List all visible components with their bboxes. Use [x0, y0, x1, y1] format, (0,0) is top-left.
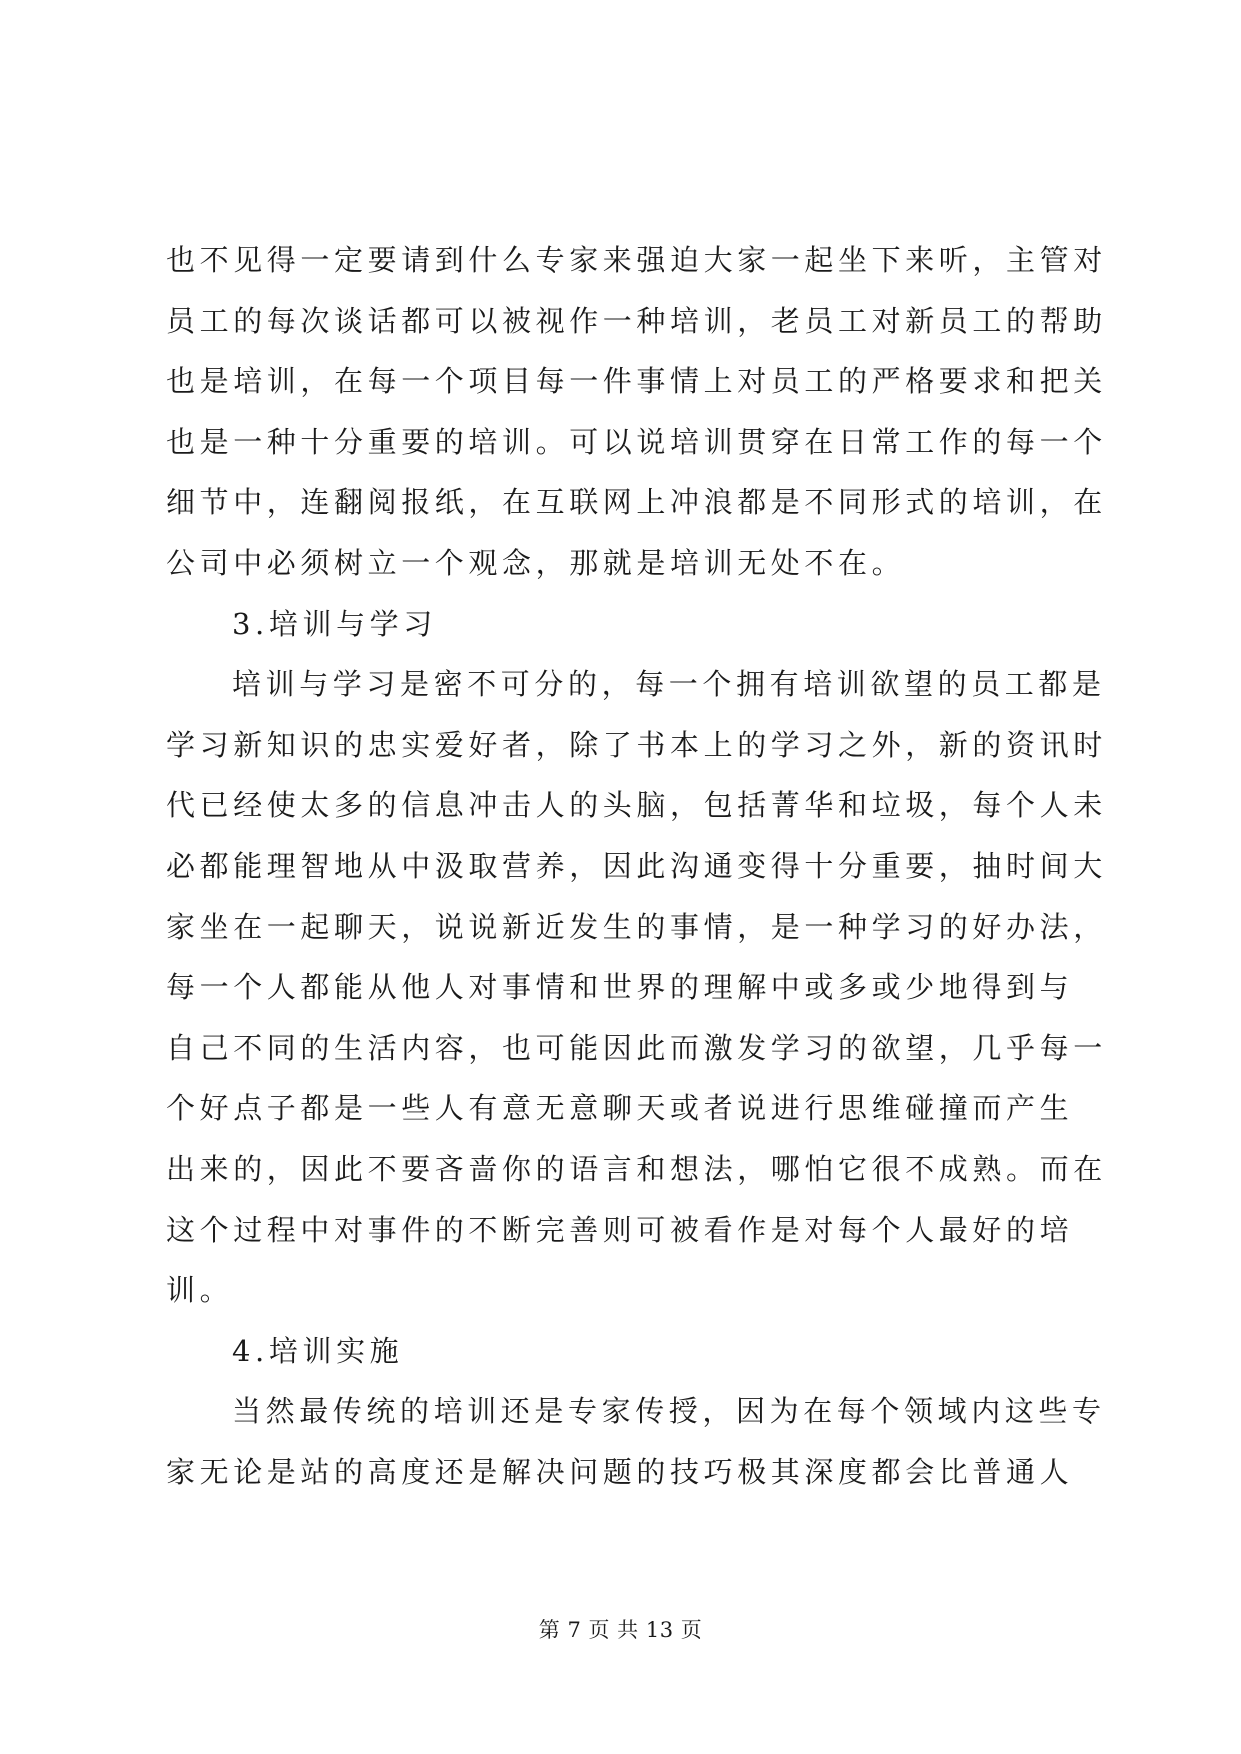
body-text — [166, 230, 1107, 1502]
text-line: 家无论是站的高度还是解决问题的技巧极其深度都会比普通人 — [166, 1454, 1074, 1489]
text-line: 也是培训，在每一个项目每一件事情上对员工的严格要求和把关 — [166, 364, 1107, 399]
text-line: 训。 — [166, 1273, 234, 1308]
text-line: 自己不同的生活内容，也可能因此而激发学习的欲望，几乎每一 — [166, 1030, 1107, 1065]
text-line: 个好点子都是一些人有意无意聊天或者说进行思维碰撞而产生 — [166, 1091, 1074, 1126]
text-line: 出来的，因此不要吝啬你的语言和想法，哪怕它很不成熟。而在 — [166, 1151, 1107, 1186]
section-heading: 3.培训与学习 — [232, 606, 437, 641]
text-line: 这个过程中对事件的不断完善则可被看作是对每个人最好的培 — [166, 1212, 1074, 1247]
text-line: 每一个人都能从他人对事情和世界的理解中或多或少地得到与 — [166, 970, 1074, 1005]
text-line: 家坐在一起聊天，说说新近发生的事情，是一种学习的好办法， — [166, 909, 1107, 944]
page-number-label: 第 7 页 共 13 页 — [538, 1618, 703, 1642]
text-line: 学习新知识的忠实爱好者，除了书本上的学习之外，新的资讯时 — [166, 727, 1107, 762]
text-line: 必都能理智地从中汲取营养，因此沟通变得十分重要，抽时间大 — [166, 848, 1107, 883]
text-line: 也是一种十分重要的培训。可以说培训贯穿在日常工作的每一个 — [166, 424, 1107, 459]
text-line: 公司中必须树立一个观念，那就是培训无处不在。 — [166, 545, 906, 580]
page-footer — [0, 1614, 1241, 1644]
text-line: 当然最传统的培训还是专家传授，因为在每个领域内这些专 — [232, 1394, 1106, 1429]
text-line: 代已经使太多的信息冲击人的头脑，包括菁华和垃圾，每个人未 — [166, 788, 1107, 823]
text-line: 培训与学习是密不可分的，每一个拥有培训欲望的员工都是 — [232, 667, 1106, 702]
text-line: 员工的每次谈话都可以被视作一种培训，老员工对新员工的帮助 — [166, 303, 1107, 338]
section-heading: 4.培训实施 — [232, 1333, 404, 1368]
text-line: 细节中，连翻阅报纸，在互联网上冲浪都是不同形式的培训，在 — [166, 485, 1107, 520]
text-line: 也不见得一定要请到什么专家来强迫大家一起坐下来听，主管对 — [166, 243, 1107, 277]
